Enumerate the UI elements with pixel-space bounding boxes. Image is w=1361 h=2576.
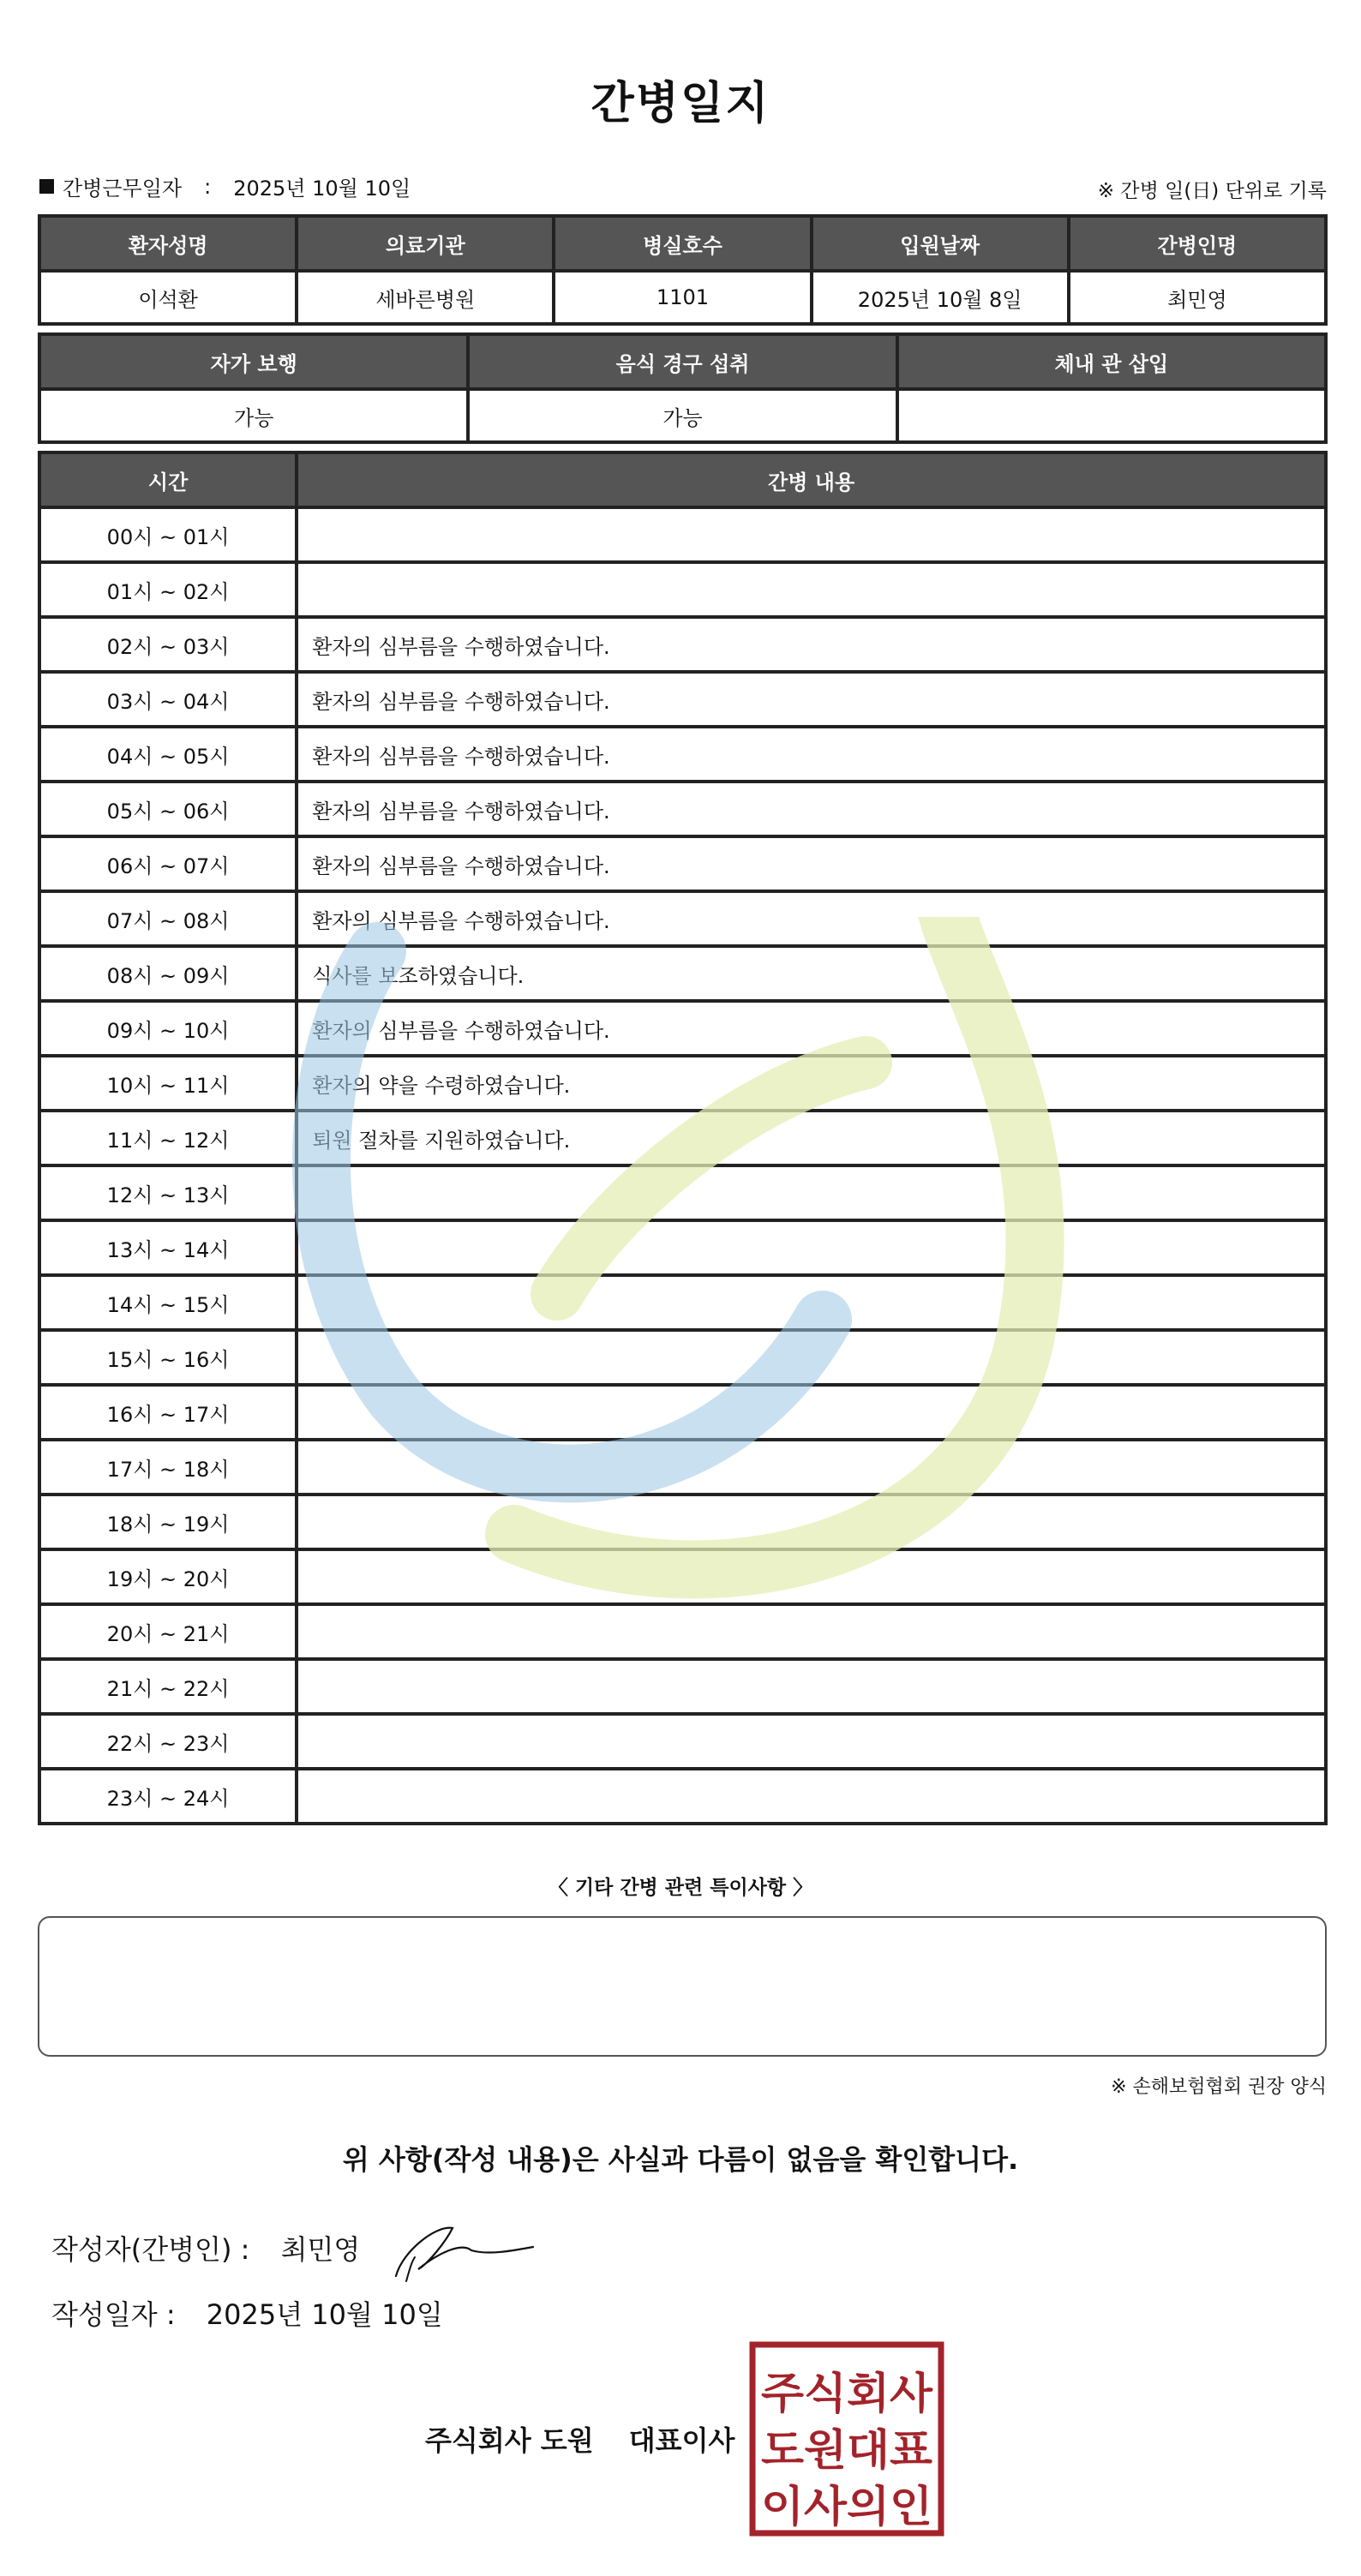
table-row [39, 672, 1326, 727]
care-content-cell [297, 1385, 1326, 1440]
header-admission-date: 입원날짜 [812, 216, 1069, 271]
care-content-cell [297, 1659, 1326, 1714]
time-slot-cell: 08시 ~ 09시 [39, 946, 297, 1001]
table-row [39, 1165, 1326, 1220]
special-notes-title: 〈 기타 간병 관련 특이사항 〉 [548, 1877, 813, 1899]
written-date-value: 2025년 10월 10일 [206, 2298, 443, 2331]
table-row [39, 727, 1326, 782]
header-patient-name: 환자성명 [39, 216, 297, 271]
company-seal-stamp [749, 2341, 944, 2537]
care-log-body [39, 507, 1326, 1824]
care-content-cell [297, 1604, 1326, 1659]
time-slot-cell: 05시 ~ 06시 [39, 782, 297, 836]
header-time: 시간 [39, 452, 297, 507]
table-row [39, 562, 1326, 617]
patient-info-table [38, 214, 1328, 326]
time-slot-cell: 13시 ~ 14시 [39, 1220, 297, 1275]
table-row [39, 1769, 1326, 1824]
time-slot-cell: 20시 ~ 21시 [39, 1604, 297, 1659]
table-row [39, 1330, 1326, 1385]
care-content-cell: 환자의 심부름을 수행하였습니다. [297, 617, 1326, 672]
care-content-cell: 퇴원 절차를 지원하였습니다. [297, 1111, 1326, 1165]
care-content-cell: 환자의 심부름을 수행하였습니다. [297, 782, 1326, 836]
table-row [39, 1275, 1326, 1330]
table-row [39, 1549, 1326, 1604]
header-tube-insertion: 체내 관 삽입 [897, 334, 1326, 389]
tube-insertion-value [897, 389, 1326, 442]
header-self-walking: 자가 보행 [39, 334, 468, 389]
time-slot-cell: 00시 ~ 01시 [39, 507, 297, 562]
table-row [39, 617, 1326, 672]
care-content-cell: 식사를 보조하였습니다. [297, 946, 1326, 1001]
time-slot-cell: 06시 ~ 07시 [39, 836, 297, 891]
table-row [39, 507, 1326, 562]
time-slot-cell: 23시 ~ 24시 [39, 1769, 297, 1824]
care-log-table [38, 451, 1328, 1825]
table-row [39, 1714, 1326, 1769]
table-row [39, 1604, 1326, 1659]
special-notes-box[interactable] [38, 1916, 1327, 2057]
care-content-cell: 환자의 심부름을 수행하였습니다. [297, 672, 1326, 727]
hospital-value: 세바른병원 [297, 271, 554, 324]
patient-info-header-row [39, 216, 1326, 271]
care-content-cell [297, 1714, 1326, 1769]
time-slot-cell: 14시 ~ 15시 [39, 1275, 297, 1330]
care-content-cell [297, 1275, 1326, 1330]
self-walking-value: 가능 [39, 389, 468, 442]
patient-info-value-row [39, 271, 1326, 324]
written-date-label: 작성일자 : [51, 2298, 176, 2331]
time-slot-cell: 21시 ~ 22시 [39, 1659, 297, 1714]
table-row [39, 1001, 1326, 1056]
room-number-value: 1101 [554, 271, 811, 324]
daily-record-note: ※ 간병 일(日) 단위로 기록 [1097, 180, 1327, 202]
time-slot-cell: 18시 ~ 19시 [39, 1495, 297, 1549]
care-content-cell [297, 1220, 1326, 1275]
time-slot-cell: 10시 ~ 11시 [39, 1056, 297, 1111]
care-content-cell: 환자의 심부름을 수행하였습니다. [297, 836, 1326, 891]
time-slot-cell: 22시 ~ 23시 [39, 1714, 297, 1769]
writer-row [51, 2228, 360, 2267]
table-row [39, 891, 1326, 946]
admission-date-value: 2025년 10월 8일 [812, 271, 1069, 324]
time-slot-cell: 07시 ~ 08시 [39, 891, 297, 946]
time-slot-cell: 01시 ~ 02시 [39, 562, 297, 617]
time-slot-cell: 09시 ~ 10시 [39, 1001, 297, 1056]
time-slot-cell: 17시 ~ 18시 [39, 1440, 297, 1495]
work-date-row [39, 171, 411, 201]
care-content-cell: 환자의 약을 수령하였습니다. [297, 1056, 1326, 1111]
care-content-cell: 환자의 심부름을 수행하였습니다. [297, 891, 1326, 946]
seal-row-1: 주식회사 [761, 2369, 933, 2418]
time-slot-cell: 12시 ~ 13시 [39, 1165, 297, 1220]
work-date-label: 간병근무일자 [63, 177, 183, 201]
time-slot-cell: 15시 ~ 16시 [39, 1330, 297, 1385]
written-date-row [51, 2293, 443, 2333]
care-content-cell [297, 562, 1326, 617]
time-slot-cell: 04시 ~ 05시 [39, 727, 297, 782]
table-row [39, 1220, 1326, 1275]
header-oral-intake: 음식 경구 섭취 [468, 334, 896, 389]
header-care-content: 간병 내용 [297, 452, 1326, 507]
table-row [39, 1440, 1326, 1495]
document-title: 간병일지 [591, 78, 770, 129]
confirmation-statement: 위 사항(작성 내용)은 사실과 다름이 없음을 확인합니다. [342, 2143, 1019, 2176]
header-room-number: 병실호수 [554, 216, 811, 271]
care-content-cell [297, 507, 1326, 562]
writer-name: 최민영 [280, 2233, 361, 2266]
square-bullet-icon [39, 179, 54, 194]
table-row [39, 1659, 1326, 1714]
oral-intake-value: 가능 [468, 389, 896, 442]
seal-row-3: 이사의인 [761, 2482, 932, 2531]
work-date-value: 2025년 10월 10일 [233, 177, 411, 201]
table-row [39, 1056, 1326, 1111]
patient-status-table [38, 332, 1328, 444]
time-slot-cell: 19시 ~ 20시 [39, 1549, 297, 1604]
table-row [39, 782, 1326, 836]
time-slot-cell: 11시 ~ 12시 [39, 1111, 297, 1165]
table-row [39, 1111, 1326, 1165]
care-content-cell [297, 1549, 1326, 1604]
header-caregiver-name: 간병인명 [1069, 216, 1326, 271]
seal-row-2: 도원대표 [761, 2425, 933, 2475]
handwritten-signature [386, 2216, 540, 2285]
form-source-note: ※ 손해보험협회 권장 양식 [1111, 2076, 1327, 2098]
table-row [39, 1495, 1326, 1549]
care-content-cell [297, 1330, 1326, 1385]
time-slot-cell: 02시 ~ 03시 [39, 617, 297, 672]
care-content-cell: 환자의 심부름을 수행하였습니다. [297, 1001, 1326, 1056]
care-content-cell [297, 1769, 1326, 1824]
care-content-cell [297, 1440, 1326, 1495]
patient-status-header-row [39, 334, 1326, 389]
table-row [39, 1385, 1326, 1440]
patient-name-value: 이석환 [39, 271, 297, 324]
writer-label: 작성자(간병인) : [51, 2233, 250, 2266]
header-hospital: 의료기관 [297, 216, 554, 271]
care-content-cell [297, 1165, 1326, 1220]
company-name: 주식회사 도원 [425, 2424, 594, 2457]
representative-title: 대표이사 [628, 2424, 735, 2457]
time-slot-cell: 03시 ~ 04시 [39, 672, 297, 727]
table-row [39, 836, 1326, 891]
patient-status-value-row [39, 389, 1326, 442]
care-log-header-row [39, 452, 1326, 507]
care-content-cell: 환자의 심부름을 수행하였습니다. [297, 727, 1326, 782]
care-content-cell [297, 1495, 1326, 1549]
work-date-separator: : [204, 174, 212, 199]
table-row [39, 946, 1326, 1001]
time-slot-cell: 16시 ~ 17시 [39, 1385, 297, 1440]
company-signature-line [425, 2419, 734, 2459]
caregiver-name-value: 최민영 [1069, 271, 1326, 324]
